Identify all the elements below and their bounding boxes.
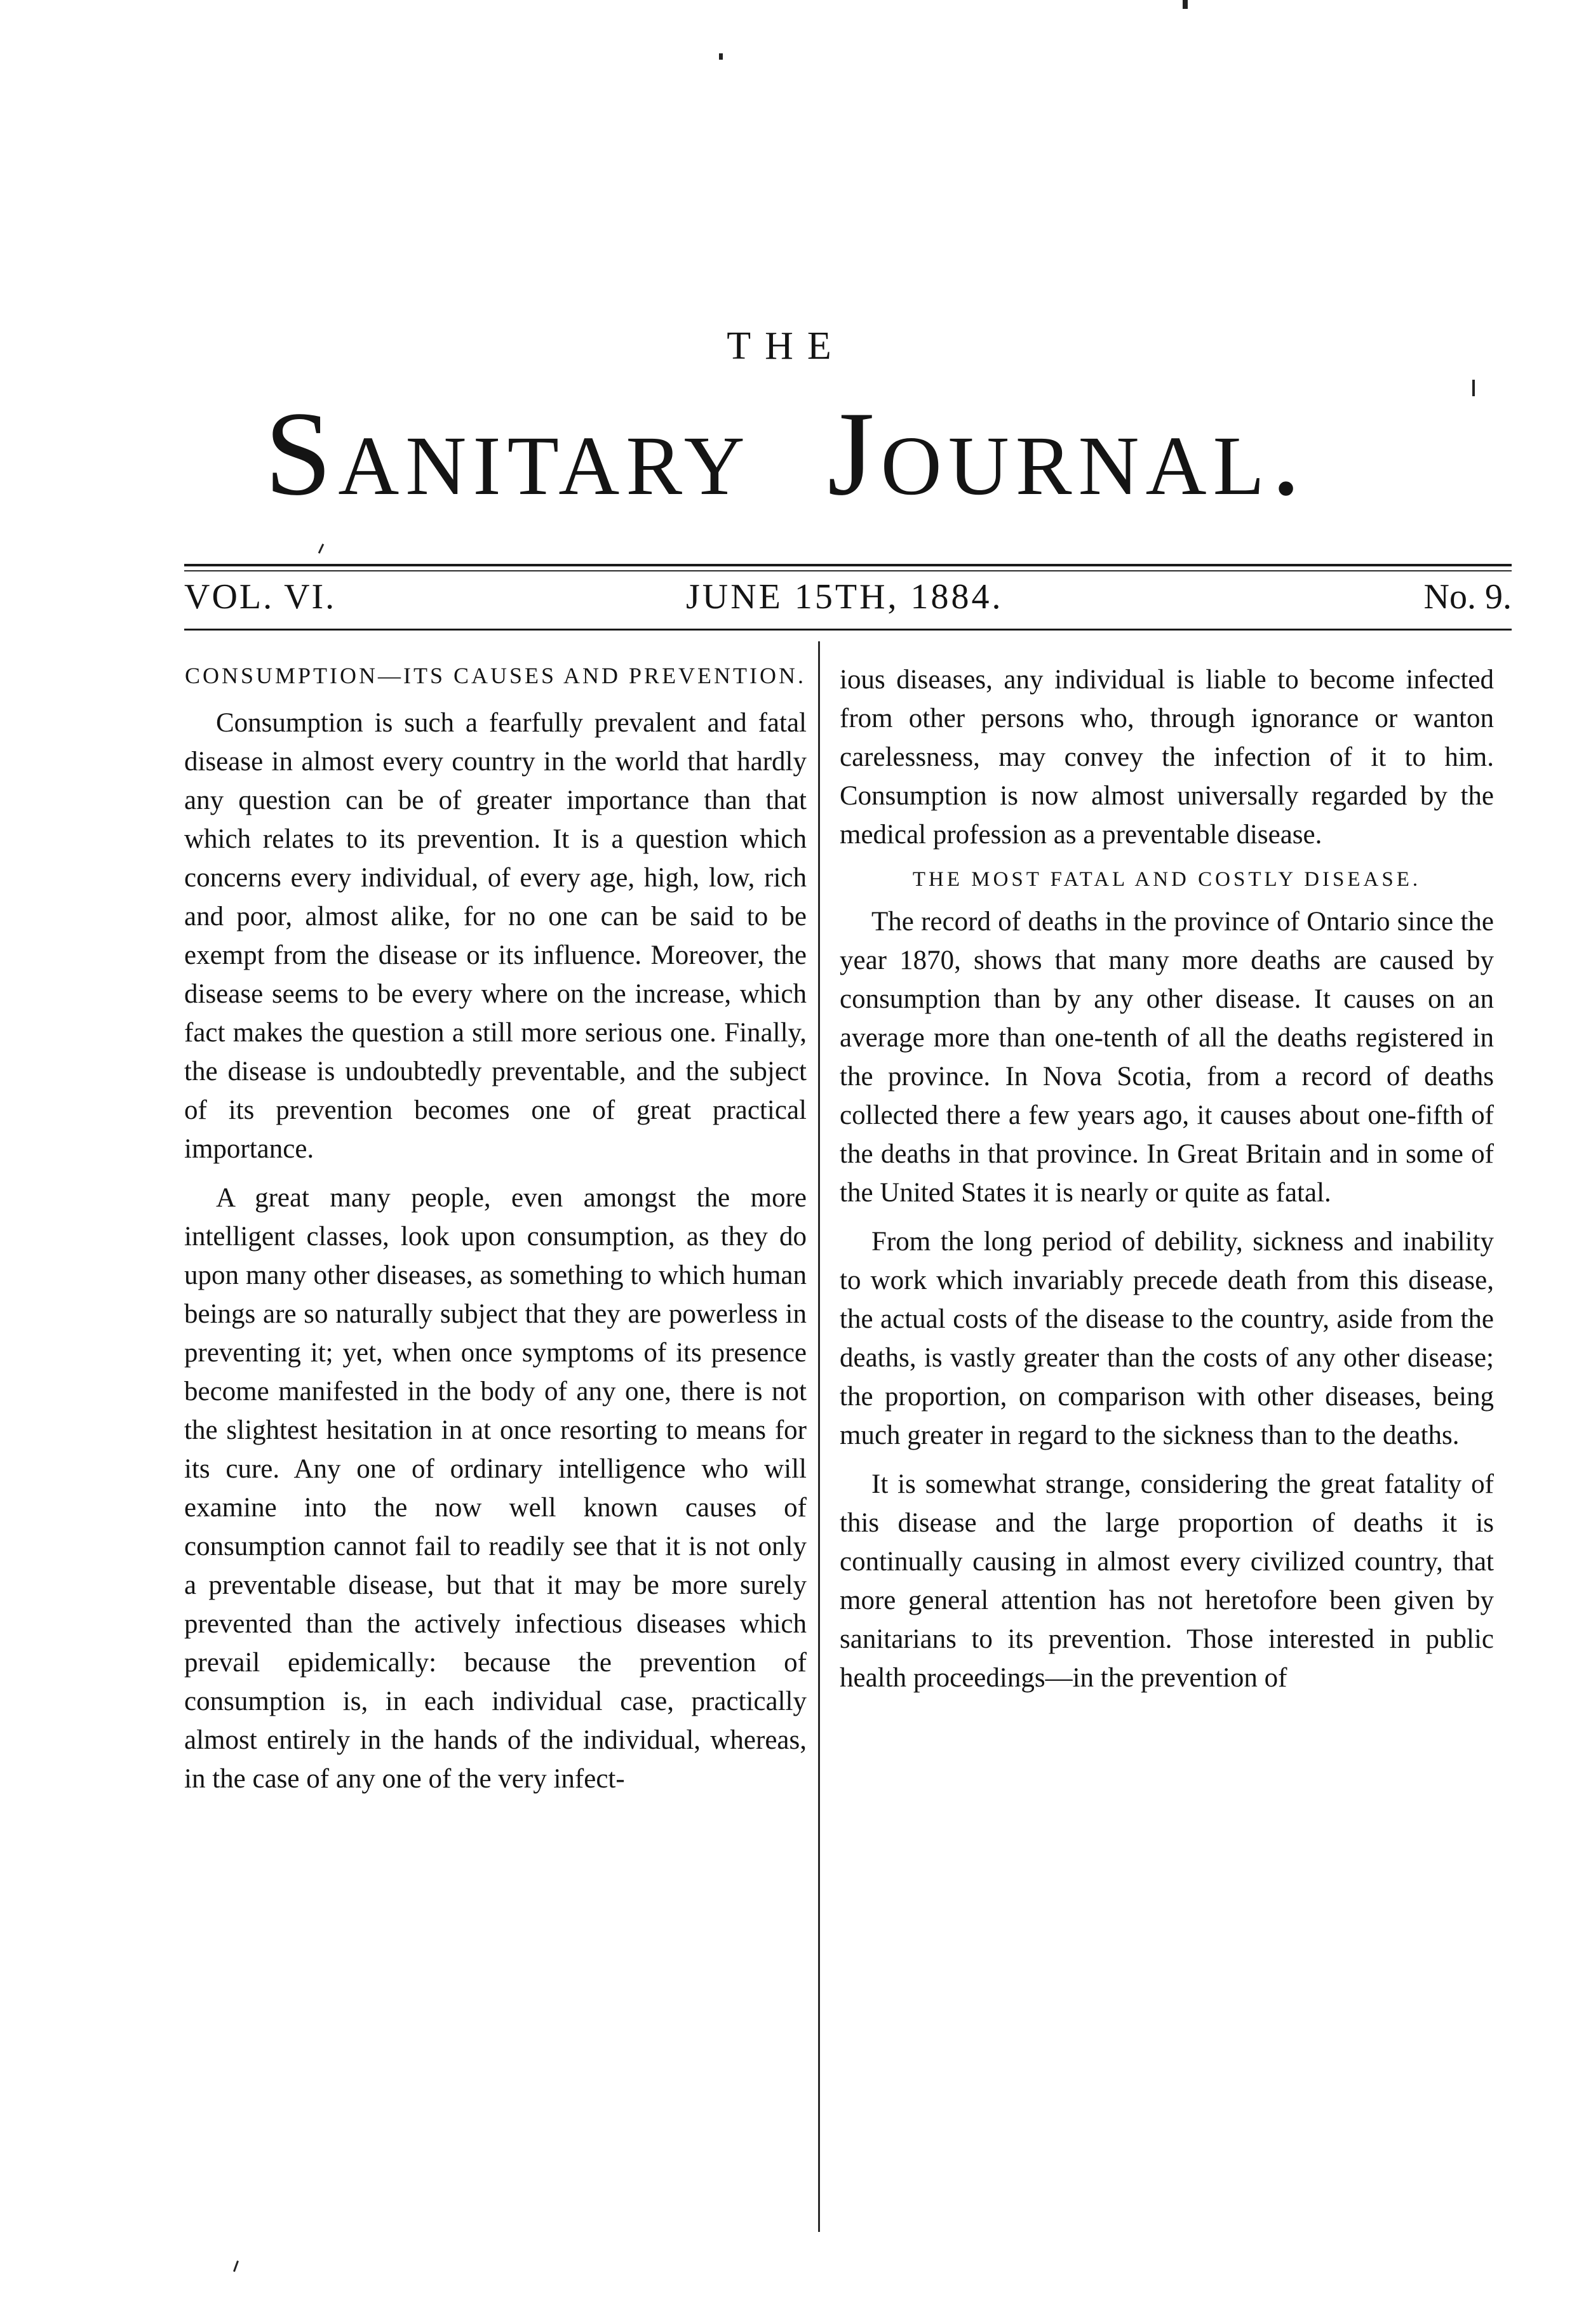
masthead-the: THE	[727, 324, 845, 368]
column-divider	[818, 641, 820, 2232]
article-paragraph: It is somewhat strange, considering the great fatality of this disease and the large proportion of deaths it is continually causing in almost every civilized country, that more general attention has not heretofore been given by sanitarians to its prevention. Those interested in public health proceedings—in the prevention of	[840, 1469, 1494, 1693]
section-subtitle: THE MOST FATAL AND COSTLY DISEASE.	[912, 868, 1421, 891]
issue-line	[184, 577, 1512, 621]
masthead-rule-top-thin	[184, 570, 1512, 571]
masthead-rule-top	[184, 564, 1512, 566]
right-column	[840, 660, 1494, 1707]
article-paragraph: A great many people, even amongst the more intelligent classes, look upon consumption, as they do upon many other diseases, as something to which human beings are so naturally subject that they are powerless in preventing it; yet, when once symptoms of its presence become manifested in the body of any one, there is not the slightest hesitation in at once resorting to means for its cure. Any one of ordinary intelligence who will examine into the now well known causes of consumption cannot fail to readily see that it is not only a preventable disease, but that it may be more surely prevented than the actively infectious diseases which prevail epidemically: because the prevention of consumption is, in each individual case, practically almost entirely in the hands of the individual, whereas, in the case of any one of the very infect-	[184, 1183, 807, 1794]
article-paragraph-continued: ious diseases, any individual is liable to become infected from other persons who, through ignorance or wanton carelessness, may convey the infection of it to him. Consumption is now almost universally regarded by the medical profession as a preventable disease.	[840, 665, 1494, 850]
left-column	[184, 660, 807, 1808]
article-paragraph: Consumption is such a fearfully prevalent and fatal disease in almost every country in the world that hardly any question can be of greater importance than that which relates to its prevention. It is a question which concerns every individual, of every age, high, low, rich and poor, almost alike, for no one can be said to be exempt from the disease or its influence. Moreover, the disease seems to be every where on the increase, which fact makes the question a still more serious one. Finally, the disease is undoubtedly preventable, and the subject of its prevention becomes one of great practical importance.	[184, 708, 807, 1164]
masthead-word-journal: Journal.	[827, 387, 1308, 521]
article-paragraph: The record of deaths in the province of Ontario since the year 1870, shows that many more deaths are caused by consumption than by any other disease. It causes on an average more than one-tenth of all the deaths registered in the province. In Nova Scotia, from a record of deaths collected there a few years ago, it causes about one-fifth of the deaths in that province. In Great Britain and in some of the United States it is nearly or quite as fatal.	[840, 907, 1494, 1208]
issue-date: JUNE 15TH, 1884.	[686, 577, 1004, 617]
masthead-title	[0, 387, 1572, 521]
masthead-word-sanitary: Sanitary	[264, 387, 751, 521]
article-title: CONSUMPTION—ITS CAUSES AND PREVENTION.	[184, 663, 807, 688]
print-speck	[233, 2261, 239, 2272]
volume-label: VOL. VI.	[184, 577, 337, 617]
issue-rule-bottom	[184, 629, 1512, 631]
print-speck	[719, 53, 723, 60]
print-speck	[1183, 0, 1188, 9]
print-speck	[318, 544, 324, 554]
article-paragraph: From the long period of debility, sickness and inability to work which invariably precede death from this disease, the actual costs of the disease to the country, aside from the deaths, is vastly greater than the costs of any other disease; the proportion, on comparison with other diseases, being much greater in regard to the sickness than to the deaths.	[840, 1227, 1494, 1450]
issue-number: No. 9.	[1423, 577, 1512, 617]
